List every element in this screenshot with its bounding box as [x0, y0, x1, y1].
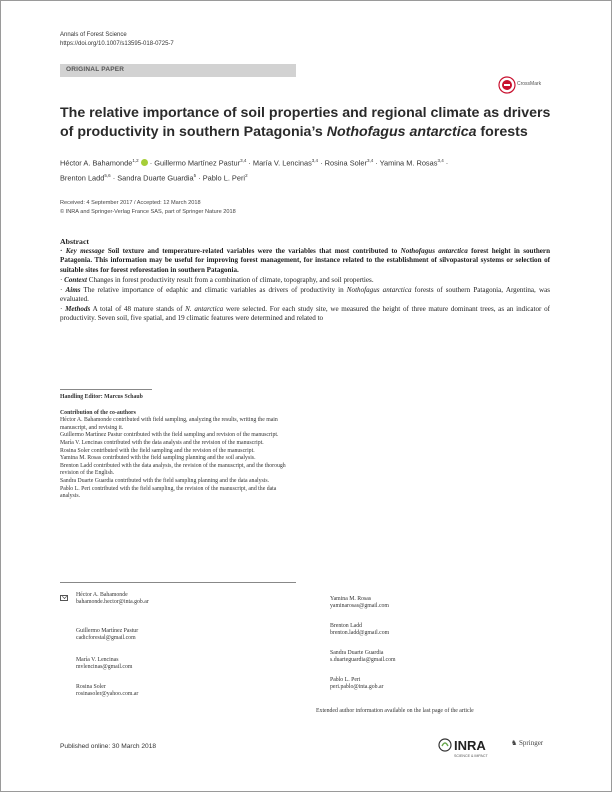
contact-entry [76, 657, 236, 672]
contact-entry [76, 628, 236, 643]
abstract-key-message: · Key message Soil texture and temperature-related variables were the variables that most contributed to Nothofagus antarctica forest height in southern Patagonia. This information may be useful for improving forest management, for instance related to the establishment of silvopastoral systems or selection of suitable sites for forest reforestation in southern Patagonia. [60, 247, 551, 274]
title-line-2-suffix: forests [476, 123, 528, 140]
title-species: Nothofagus antarctica [326, 123, 477, 140]
contact-entry [76, 592, 236, 607]
contact-email[interactable]: cadicforestal@gmail.com [76, 635, 136, 642]
contribution-item: Guillermo Martínez Pastur contributed with the field sampling and revision of the manuscript. [60, 432, 279, 439]
author-affiliation: 5 [193, 173, 197, 179]
author-list: Héctor A. Bahamonde$^{1,2}$ · Guillermo Martínez Pastur$^{3,4}$ · María V. Lencinas$^{3,4}$ · Rosina Soler$^{3,4}$ · Yamina M. Rosas$^{3,4}$ · Brenton Ladd$^{5,6}$ · Sandra Duarte Guardia$^5$ · Pablo L. Peri$^2$ [60, 158, 449, 183]
key-message-text: Soil texture and temperature-related variables were the variables that most contributed to [104, 247, 401, 255]
author-name[interactable]: Héctor A. Bahamonde [60, 158, 133, 168]
methods-label: Methods [65, 305, 91, 314]
methods-text-2: were selected. For each study site, we measured the height of three mature dominant trees, as an indicator of productivity. Seven soil, five spatial, and 19 climatic features were determined and related to [60, 305, 550, 323]
envelope-icon [60, 595, 68, 601]
contact-email[interactable]: rosinasoler@yahoo.com.ar [76, 691, 139, 698]
contact-name: Brenton Ladd [330, 623, 363, 629]
springer-logo [511, 739, 543, 747]
inra-tagline: SCIENCE & IMPACT [454, 754, 488, 758]
title-line-1: The relative importance of soil properties and regional climate as drivers [60, 105, 551, 121]
doi-link[interactable]: https://doi.org/10.1007/s13595-018-0725-7 [60, 41, 174, 47]
aims-text: The relative importance of edaphic and climatic variables as drivers of productivity in [80, 285, 347, 294]
contact-name: Yamina M. Rosas [330, 596, 372, 602]
contact-entry [330, 623, 490, 638]
methods-species: N. antarctica [185, 305, 224, 314]
inra-text: INRA [454, 738, 486, 753]
received-accepted: Received: 4 September 2017 / Accepted: 12 March 2018 [60, 200, 201, 206]
contact-email[interactable]: peri.pablo@inta.gob.ar [330, 684, 384, 691]
author-affiliation: 5,6 [104, 173, 111, 179]
extended-author-info: Extended author information available on the last page of the article [316, 708, 474, 714]
contribution-item: Rosina Soler contributed with the field sampling and the revision of the manuscript. [60, 447, 255, 454]
handling-editor: Handling Editor: Marcus Schaub [60, 394, 143, 400]
crossmark-icon[interactable] [498, 76, 516, 94]
contact-entry [330, 596, 490, 611]
contact-entry [330, 650, 490, 665]
author-name[interactable]: Yamina M. Rosas [379, 158, 438, 168]
divider-rule [60, 582, 296, 583]
journal-name: Annals of Forest Science [60, 32, 127, 38]
author-name[interactable]: Pablo L. Peri [202, 173, 246, 183]
author-name[interactable]: Brenton Ladd [60, 173, 105, 183]
paper-title [60, 104, 560, 141]
aims-species: Nothofagus antarctica [346, 285, 412, 294]
contribution-box [60, 394, 296, 501]
author-affiliation: 3,4 [366, 158, 374, 163]
springer-text: Springer [519, 739, 544, 747]
key-message-species: Nothofagus antarctica [400, 247, 468, 255]
contact-entry [330, 677, 490, 692]
aims-text-2: forests of southern Patagonia, Argentina, was evaluated. [60, 285, 550, 304]
contact-name: Héctor A. Bahamonde [76, 592, 128, 598]
author-affiliation: 3,4 [437, 158, 444, 163]
contribution-item: Brenton Ladd contributed with the data analysis, the revision of the manuscript, and the thorough revision of the English. [60, 462, 286, 477]
author-affiliation: 2 [245, 173, 248, 179]
methods-text: A total of 48 mature stands of [90, 305, 186, 314]
springer-horse-icon: ♞ [511, 739, 518, 747]
contact-name: Rosina Soler [76, 684, 106, 690]
abstract-section [60, 237, 550, 325]
key-message-text-2: forest height in southern Patagonia. This information may be useful for improving forest management, for instance related to the establishment of silvopastoral systems or selection of suitable sites for forest reforestation in southern Patagonia. [60, 247, 551, 274]
author-name[interactable]: Guillermo Martínez Pastur [154, 158, 241, 168]
contribution-item: Yamina M. Rosas contributed with the field sampling planning and the soil analysis. [60, 455, 256, 462]
contact-name: Sandra Duarte Guardia [330, 650, 384, 656]
contact-name: Guillermo Martínez Pastur [76, 628, 139, 634]
contact-email[interactable]: brenton.ladd@gmail.com [330, 630, 390, 637]
contact-email[interactable]: yaminarosas@gmail.com [330, 603, 389, 610]
article-dates [60, 199, 236, 217]
author-name[interactable]: Rosina Soler [324, 158, 367, 168]
title-line-2-prefix: of productivity in southern Patagonia’s [60, 123, 327, 140]
inra-logo [437, 737, 509, 759]
abstract-context: · Context Changes in forest productivity result from a combination of climate, topography, and soil properties. [60, 275, 374, 284]
author-affiliation: 3,4 [311, 158, 319, 163]
abstract-heading: Abstract [60, 237, 90, 246]
abstract-aims: · Aims The relative importance of edaphic and climatic variables as drivers of productivity in Nothofagus antarctica forests of southern Patagonia, Argentina, was evaluated. [60, 285, 550, 304]
crossmark-label: CrossMark [517, 81, 542, 87]
author-name[interactable]: María V. Lencinas [252, 158, 312, 168]
context-label: Context [64, 275, 88, 284]
copyright-line: © INRA and Springer-Verlag France SAS, part of Springer Nature 2018 [60, 209, 236, 215]
published-online: Published online: 30 March 2018 [60, 743, 157, 750]
title-line-2 [60, 123, 560, 142]
context-text: Changes in forest productivity result from a combination of climate, topography, and soil properties. [87, 275, 374, 284]
paper-type-label: ORIGINAL PAPER [66, 66, 125, 73]
abstract-methods: · Methods A total of 48 mature stands of N. antarctica were selected. For each study site, we measured the height of three mature dominant trees, as an indicator of productivity. Seven soil, five spatial, and 19 climatic features were determined and related to [60, 305, 550, 323]
author-affiliation: 1,2 [132, 158, 139, 163]
contact-email[interactable]: s.duarteguardia@gmail.com [330, 657, 396, 664]
contribution-item: Héctor A. Bahamonde contributed with field sampling, analyzing the results, writing the main manuscript, and revising it. [60, 417, 278, 431]
contact-name: Pablo L. Peri [330, 677, 361, 683]
aims-label: Aims [65, 285, 81, 294]
contribution-heading: Contribution of the co-authors [60, 409, 136, 416]
contribution-item: María V. Lencinas contributed with the data analysis and the revision of the manuscript. [60, 439, 264, 446]
key-message-label: Key message [65, 247, 105, 255]
contact-email[interactable]: bahamonde.hector@inta.gob.ar [76, 599, 149, 606]
divider-rule [60, 389, 152, 390]
orcid-icon[interactable] [141, 159, 148, 166]
contact-email[interactable]: mvlencinas@gmail.com [76, 664, 133, 671]
author-name[interactable]: Sandra Duarte Guardia [117, 173, 194, 183]
contact-entry [76, 684, 236, 699]
contribution-item: Sandra Duarte Guardia contributed with the field sampling planning and the data analysis. [60, 477, 270, 484]
author-affiliation: 3,4 [240, 158, 247, 163]
contact-name: María V. Lencinas [76, 657, 119, 663]
contribution-item: Pablo L. Peri contributed with the field sampling, the revision of the manuscript, and the data analysis. [60, 485, 277, 500]
